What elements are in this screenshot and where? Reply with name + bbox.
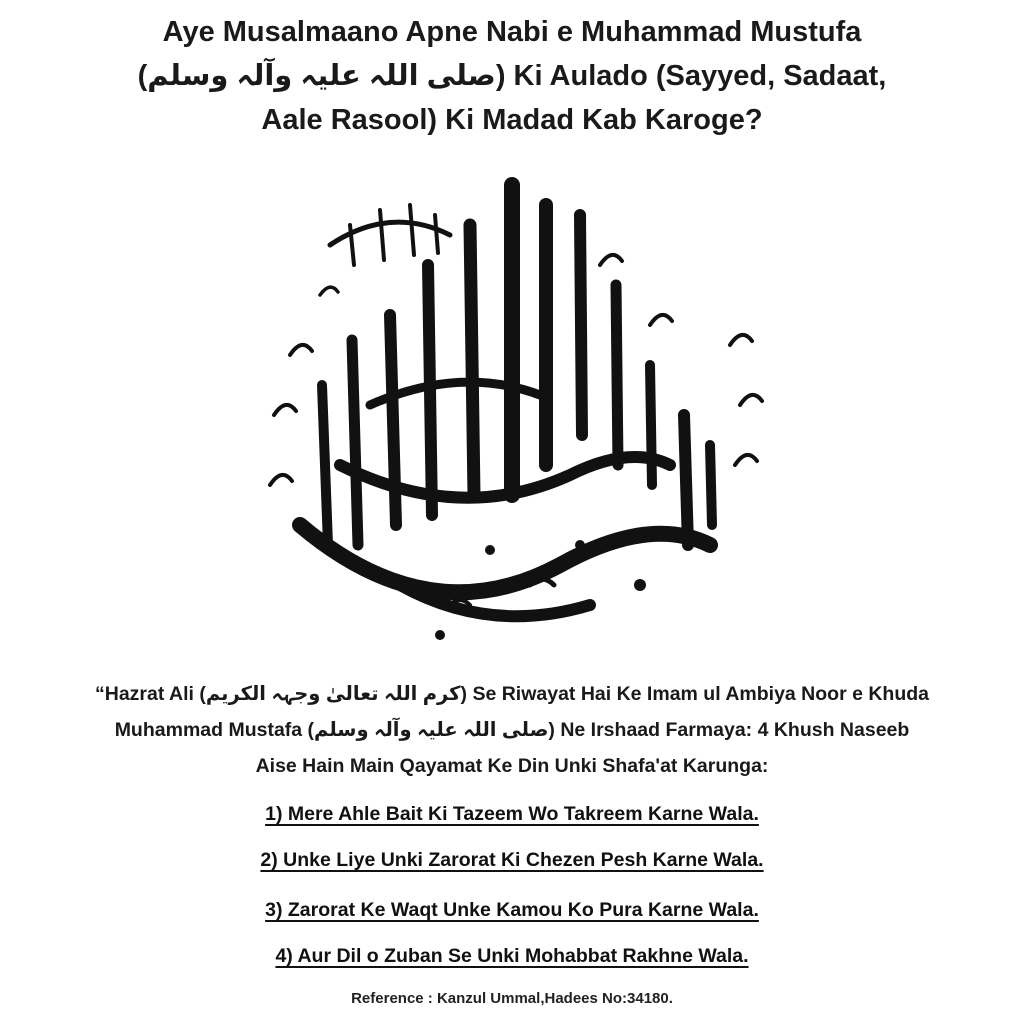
list-item: 1) Mere Ahle Bait Ki Tazeem Wo Takreem Karne Wala.: [265, 803, 759, 825]
blessed-list: [0, 800, 1024, 970]
title-line-1: Aye Musalmaano Apne Nabi e Muhammad Mustufa: [162, 16, 862, 48]
intro-line-2: Muhammad Mustafa (صلی اللہ علیہ وآلہ وسلم) Ne Irshaad Farmaya: 4 Khush Naseeb: [114, 719, 910, 741]
list-item: 2) Unke Liye Unki Zarorat Ki Chezen Pesh Karne Wala.: [260, 849, 764, 871]
list-item: 3) Zarorat Ke Waqt Unke Kamou Ko Pura Karne Wala.: [265, 899, 759, 921]
title-line-3: Aale Rasool) Ki Madad Kab Karoge?: [261, 104, 763, 136]
reference-text: Reference : Kanzul Ummal,Hadees No:34180.: [351, 990, 673, 1007]
fatima-zahra-calligraphy: [230, 165, 790, 645]
intro-line-1: “Hazrat Ali (کرم اللہ تعالیٰ وجہہ الکریم) Se Riwayat Hai Ke Imam ul Ambiya Noor e Khuda: [94, 683, 930, 705]
hadith-intro: [0, 676, 1024, 784]
title-line-2: (صلی اللہ علیہ وآلہ وسلم) Ki Aulado (Sayyed, Sadaat,: [137, 60, 887, 92]
intro-line-3: Aise Hain Main Qayamat Ke Din Unki Shafa'at Karunga:: [255, 755, 769, 777]
page-title: [0, 10, 1024, 142]
list-item: 4) Aur Dil o Zuban Se Unki Mohabbat Rakhne Wala.: [275, 945, 749, 967]
